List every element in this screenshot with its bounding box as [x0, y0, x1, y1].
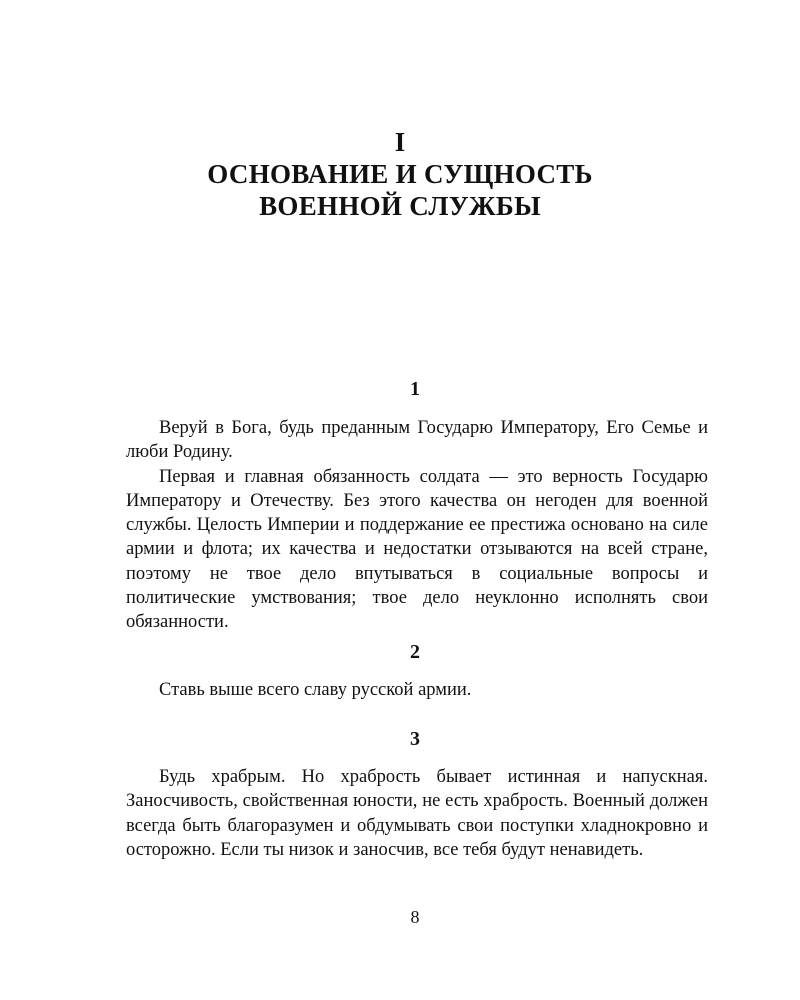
section-body — [126, 765, 708, 862]
chapter-title-line-1: ОСНОВАНИЕ И СУЩНОСТЬ — [207, 159, 593, 189]
section-body — [126, 678, 708, 702]
chapter-heading — [0, 126, 800, 222]
paragraph: Первая и главная обязанность солдата — это верность Государю Императору и Отечеству. Без этого качества он негоден для военной службы. Целость Империи и поддержание ее престижа основано на силе армии и флота; их качества и недостатки отзываются на всей стране, поэтому не твое дело впутываться в социальные вопросы и политические умствования; твое дело неуклонно исполнять свои обязанности. — [126, 466, 708, 633]
section-number: 3 — [410, 728, 420, 750]
chapter-numeral: I — [394, 127, 406, 157]
section-number: 1 — [410, 378, 420, 400]
paragraph: Веруй в Бога, будь преданным Государю Императору, Его Семье и люби Родину. — [126, 418, 708, 463]
page-number: 8 — [410, 907, 420, 927]
paragraph: Ставь выше всего славу русской армии. — [159, 680, 472, 700]
paragraph: Будь храбрым. Но храбрость бывает истинная и напускная. Заносчивость, свойственная юности, не есть храбрость. Военный должен всегда быть благоразумен и обдумывать свои поступки хладнокровно и осторожно. Если ты низок и заносчив, все тебя будут ненавидеть. — [126, 767, 708, 860]
section-number: 2 — [410, 641, 420, 663]
chapter-title-line-2: ВОЕННОЙ СЛУЖБЫ — [259, 191, 541, 221]
section-body — [126, 416, 708, 635]
